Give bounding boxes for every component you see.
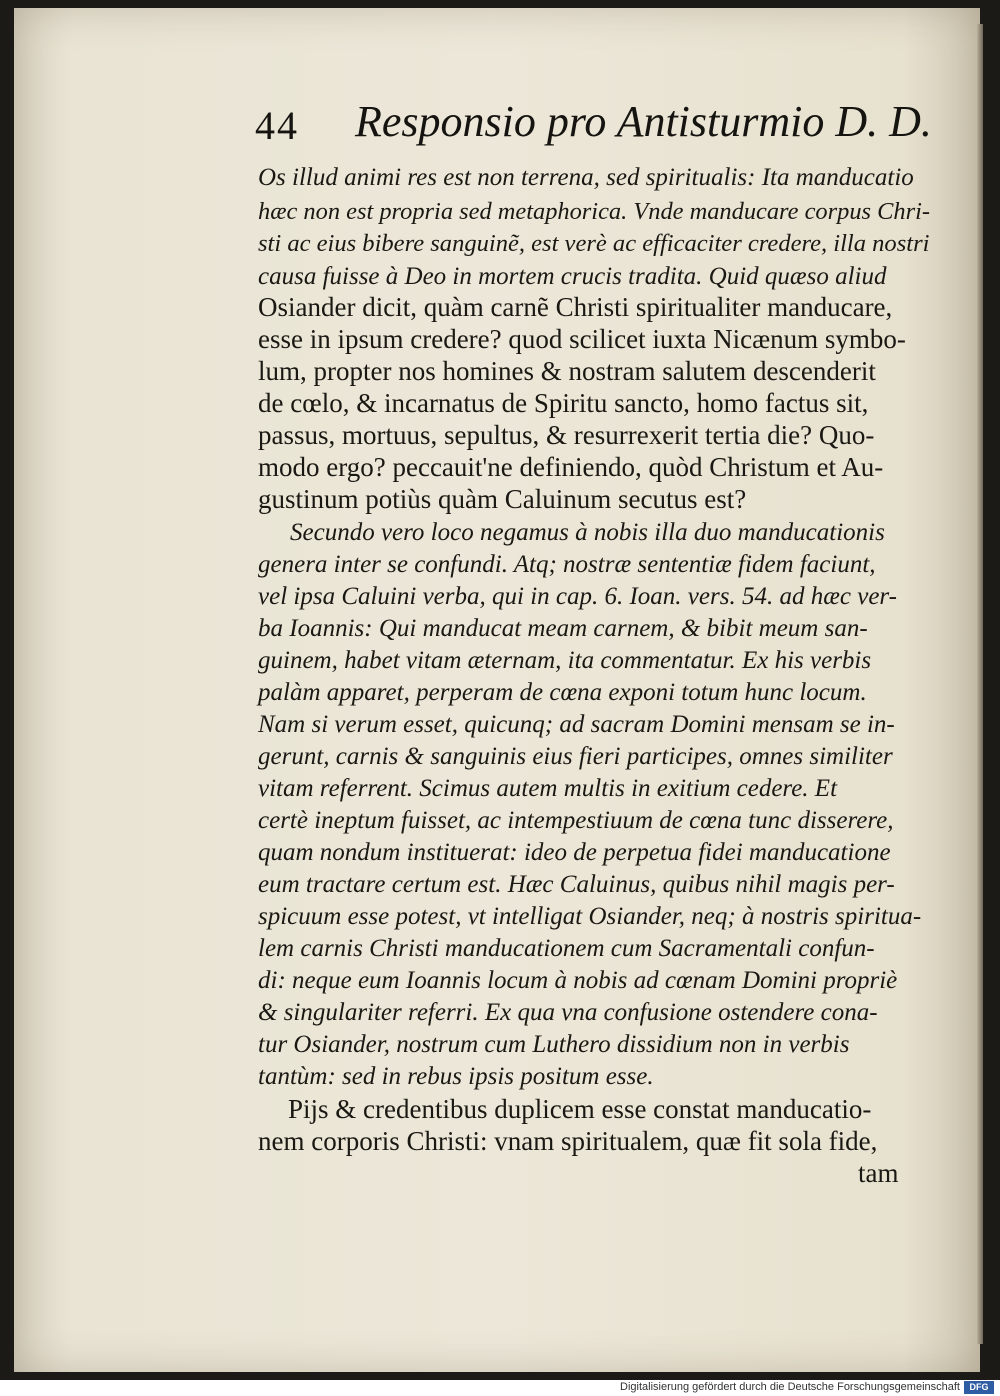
- text-line: modo ergo? peccauit'ne definiendo, quòd Christum et Au-: [258, 452, 884, 482]
- text-line: spicuum esse potest, vt intelligat Osiander, neq; à nostris spiritua-: [258, 903, 922, 930]
- page-number: 44: [255, 103, 299, 148]
- text-line: de cœlo, & incarnatus de Spiritu sancto, homo factus sit,: [258, 388, 869, 418]
- catchword: tam: [858, 1158, 899, 1188]
- text-line: certè ineptum fuisset, ac intempestiuum de cœna tunc disserere,: [258, 807, 894, 834]
- text-line: quam nondum instituerat: ideo de perpetua fidei manducatione: [258, 839, 891, 866]
- text-line: vel ipsa Caluini verba, qui in cap. 6. Ioan. vers. 54. ad hæc ver-: [258, 583, 897, 610]
- text-line: tantùm: sed in rebus ipsis positum esse.: [258, 1063, 654, 1090]
- text-line: gustinum potiùs quàm Caluinum secutus est?: [258, 484, 747, 514]
- text-line: vitam referrent. Scimus autem multis in exitium cedere. Et: [258, 775, 838, 802]
- text-line: sti ac eius bibere sanguinẽ, est verè ac efficaciter credere, illa nostri: [258, 230, 930, 257]
- text-line: Osiander dicit, quàm carnẽ Christi spiritualiter manducare,: [258, 292, 893, 322]
- text-line: lem carnis Christi manducationem cum Sacramentali confun-: [258, 935, 875, 962]
- text-line: Nam si verum esset, quicunq; ad sacram Domini mensam se in-: [258, 711, 895, 738]
- text-line: nem corporis Christi: vnam spiritualem, quæ fit sola fide,: [258, 1126, 878, 1156]
- text-line: causa fuisse à Deo in mortem crucis tradita. Quid quæso aliud: [258, 263, 887, 290]
- text-line: di: neque eum Ioannis locum à nobis ad cœnam Domini propriè: [258, 967, 898, 994]
- text-line: eum tractare certum est. Hæc Caluinus, quibus nihil magis per-: [258, 871, 895, 898]
- dfg-logo: DFG: [964, 1381, 994, 1394]
- text-line: passus, mortuus, sepultus, & resurrexerit tertia die? Quo-: [258, 420, 875, 450]
- digitization-footer: [0, 1380, 1000, 1396]
- text-line: hæc non est propria sed metaphorica. Vnde manducare corpus Chri-: [258, 198, 931, 225]
- text-line: lum, propter nos homines & nostram salutem descenderit: [258, 356, 876, 386]
- text-line: ba Ioannis: Qui manducat meam carnem, & bibit meum san-: [258, 615, 868, 642]
- footer-credit: Digitalisierung gefördert durch die Deutsche Forschungsgemeinschaft: [620, 1381, 960, 1393]
- text-line: genera inter se confundi. Atq; nostræ sententiæ fidem faciunt,: [258, 551, 876, 578]
- page-header: [255, 96, 932, 152]
- text-line: gerunt, carnis & sanguinis eius fieri participes, omnes similiter: [258, 743, 893, 770]
- text-line: Secundo vero loco negamus à nobis illa duo manducationis: [290, 519, 885, 546]
- text-line: tur Osiander, nostrum cum Luthero dissidium non in verbis: [258, 1031, 850, 1058]
- running-title: Responsio pro Antisturmio D. D.: [355, 97, 932, 146]
- text-line: & singulariter referri. Ex qua vna confusione ostendere cona-: [258, 999, 878, 1026]
- text-line: Os illud animi res est non terrena, sed spiritualis: Ita manducatio: [258, 164, 914, 191]
- text-line: palàm apparet, perperam de cœna exponi totum hunc locum.: [258, 679, 867, 706]
- text-line: esse in ipsum credere? quod scilicet iuxta Nicænum symbo-: [258, 324, 906, 354]
- text-line: Pijs & credentibus duplicem esse constat manducatio-: [288, 1094, 872, 1124]
- page-edge: [977, 24, 983, 1344]
- text-line: guinem, habet vitam æternam, ita commentatur. Ex his verbis: [258, 647, 872, 674]
